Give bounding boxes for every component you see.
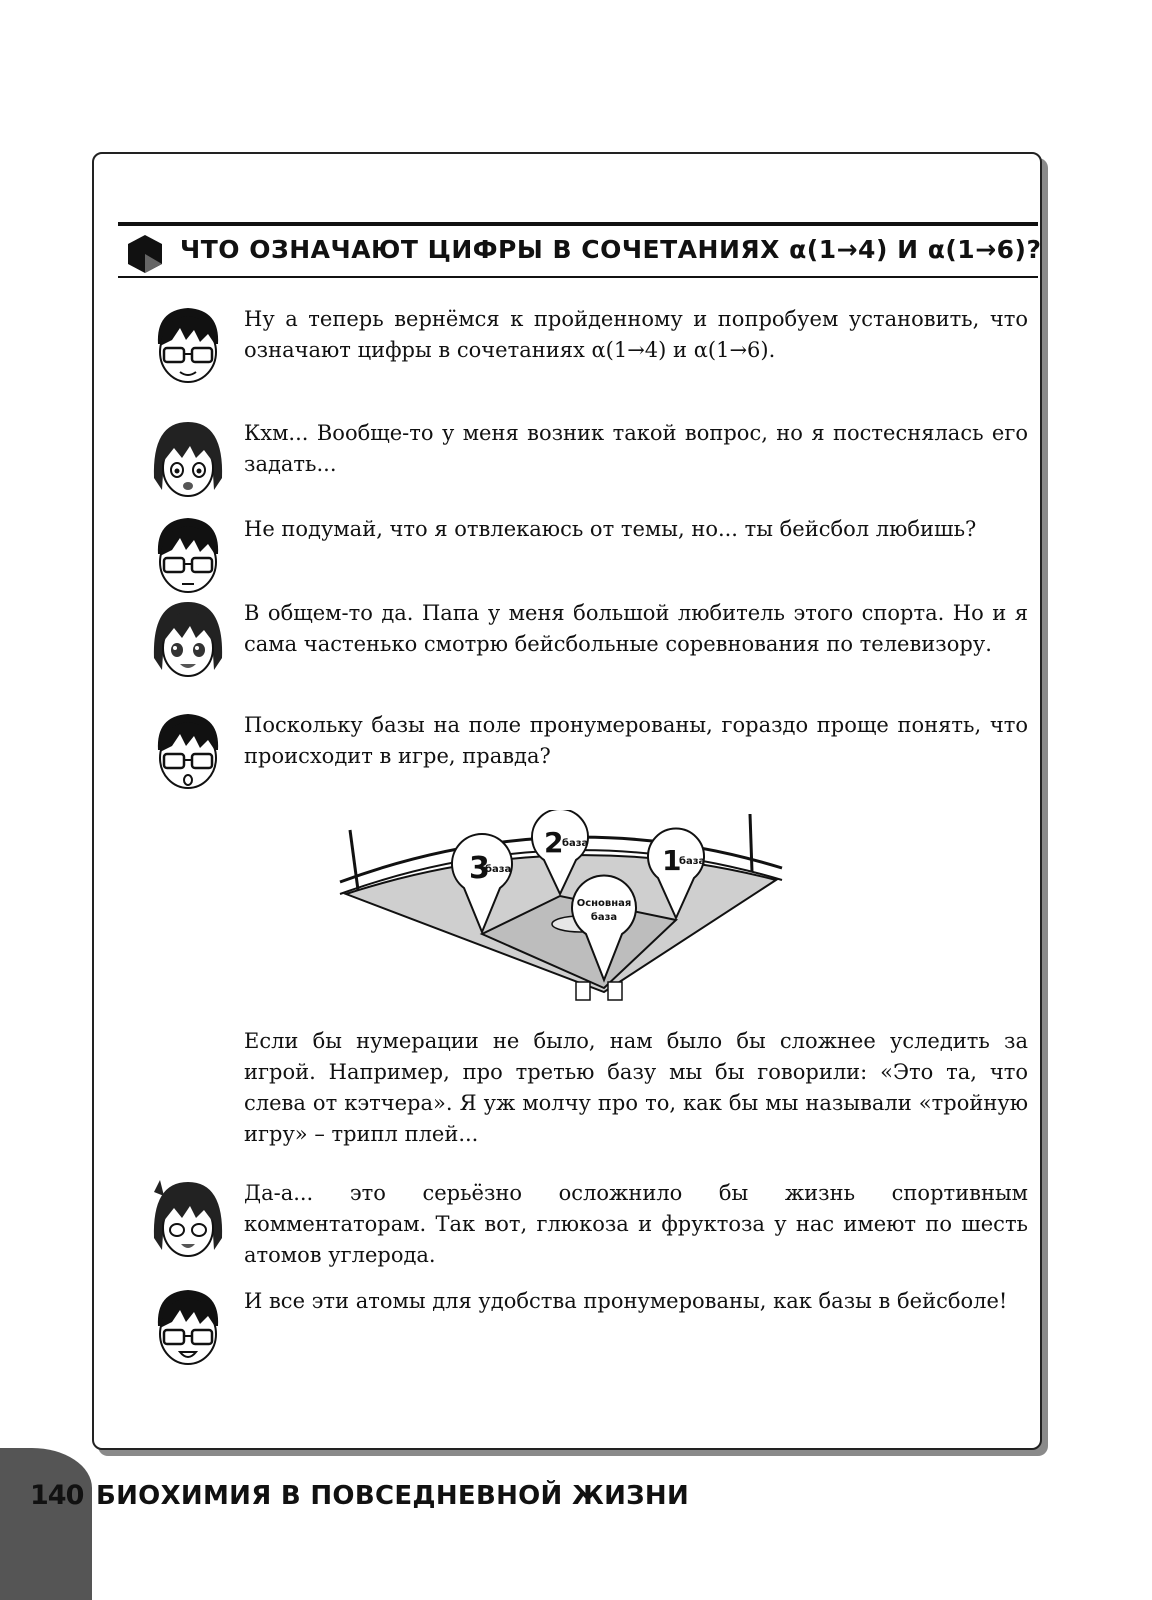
base-label: база [562, 838, 589, 849]
professor-avatar [150, 710, 226, 796]
girl-avatar [150, 598, 226, 684]
page-tab [0, 1448, 92, 1600]
professor-avatar [150, 304, 226, 390]
base-number: 3 [469, 851, 490, 886]
page-number: 140 [30, 1480, 84, 1511]
home-label-line1: Основная [576, 898, 632, 909]
base-label: база [679, 856, 706, 867]
professor-avatar [150, 1286, 226, 1372]
dialogue-text: Ну а теперь вернёмся к пройденному и попробуем установить, что означают цифры в сочетаниях α(1→4) и α(1→6). [244, 307, 1028, 362]
dialogue-text: Поскольку базы на поле пронумерованы, гораздо проще понять, что происходит в игре, правда? [244, 713, 1028, 768]
dialogue-text: Не подумай, что я отвлекаюсь от темы, но... ты бейсбол любишь? [244, 517, 977, 541]
base-number: 1 [662, 844, 682, 877]
hexagon-icon [124, 233, 166, 275]
dialogue-text: Да-а... это серьёзно осложнило бы жизнь спортивным комментаторам. Так вот, глюкоза и фруктоза у нас имеют по шесть атомов углерода. [244, 1181, 1028, 1267]
professor-avatar [150, 514, 226, 600]
home-label-line2: база [590, 912, 618, 923]
dialogue-text: В общем-то да. Папа у меня большой любитель этого спорта. Но и я сама частенько смотрю бейсбольные соревнования по телевизору. [244, 601, 1028, 656]
section-title: ЧТО ОЗНАЧАЮТ ЦИФРЫ В СОЧЕТАНИЯХ α(1→4) И α(1→6)? [180, 235, 1042, 264]
book-title: БИОХИМИЯ В ПОВСЕДНЕВНОЙ ЖИЗНИ [96, 1481, 690, 1511]
section-heading [118, 222, 1042, 278]
base-label: база [485, 864, 512, 875]
dialogue-text: Если бы нумерации не было, нам было бы сложнее уследить за игрой. Например, про третью базу мы бы говорили: «Это та, что слева от кэтчера». Я уж молчу про то, как бы мы называли «тройную игру» – трипл плей... [244, 1029, 1028, 1146]
base-number: 2 [544, 826, 564, 859]
dialogue-text: И все эти атомы для удобства пронумерованы, как базы в бейсболе! [244, 1289, 1008, 1313]
girl-avatar [150, 1178, 226, 1264]
dialogue-text: Кхм... Вообще-то у меня возник такой вопрос, но я постеснялась его задать... [244, 421, 1028, 476]
baseball-field-illustration [336, 810, 786, 1010]
girl-avatar [150, 418, 226, 504]
